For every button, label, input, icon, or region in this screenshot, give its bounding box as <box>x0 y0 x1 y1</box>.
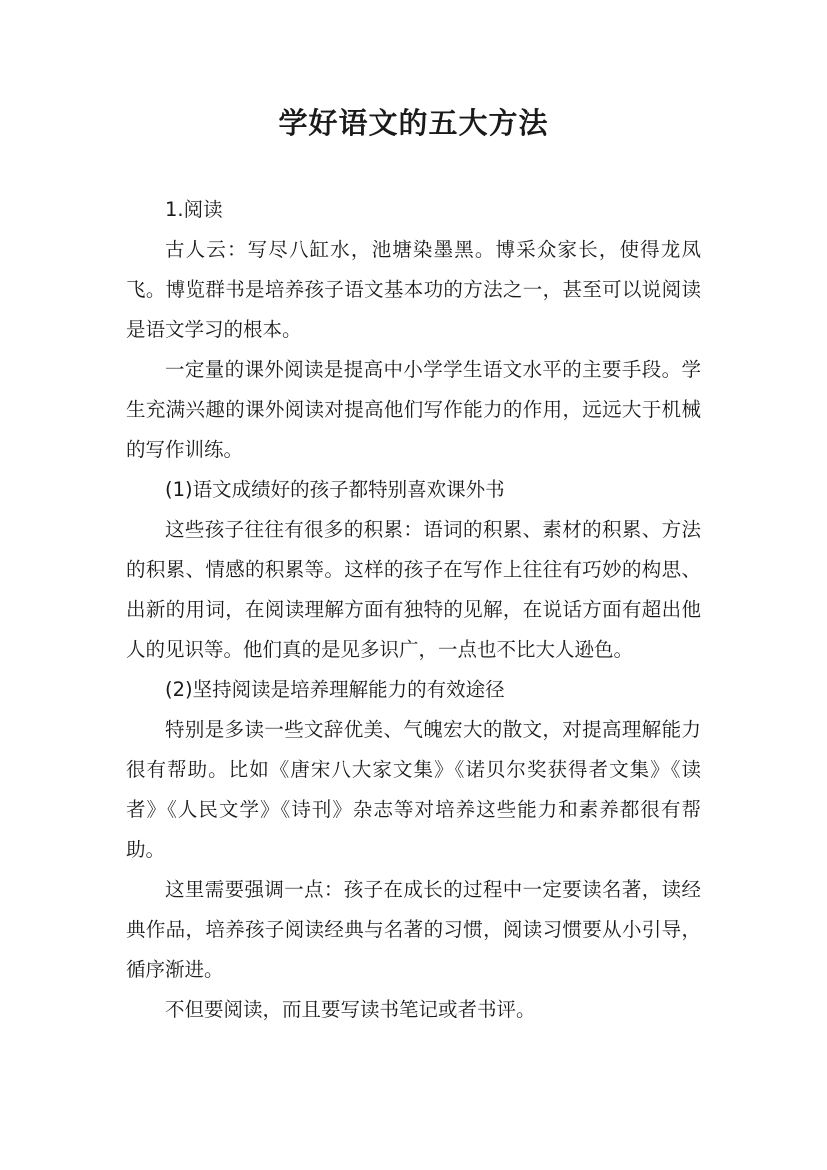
paragraph-essays: 特别是多读一些文辞优美、气魄宏大的散文，对提高理解能力很有帮助。比如《唐宋八大家文集》《诺贝尔奖获得者文集》《读者》《人民文学》《诗刊》杂志等对培养这些能力和素养都很有帮助。 <box>126 718 701 861</box>
paragraph-ancient-saying: 古人云：写尽八缸水，池塘染墨黑。博采众家长，使得龙凤飞。博览群书是培养孩子语文基本功的方法之一，甚至可以说阅读是语文学习的根本。 <box>126 238 701 341</box>
paragraph-accumulation: 这些孩子往往有很多的积累：语词的积累、素材的积累、方法的积累、情感的积累等。这样的孩子在写作上往往有巧妙的构思、出新的用词，在阅读理解方面有独特的见解，在说话方面有超出他人的见识等。他们真的是见多识广，一点也不比大人逊色。 <box>126 518 701 661</box>
subheading-comprehension: (2)坚持阅读是培养理解能力的有效途径 <box>165 678 505 701</box>
paragraph-classics: 这里需要强调一点：孩子在成长的过程中一定要读名著，读经典作品，培养孩子阅读经典与名著的习惯，阅读习惯要从小引导，循序渐进。 <box>126 878 701 981</box>
document-title: 学好语文的五大方法 <box>278 106 549 140</box>
paragraph-extracurricular-reading: 一定量的课外阅读是提高中小学学生语文水平的主要手段。学生充满兴趣的课外阅读对提高他们写作能力的作用，远远大于机械的写作训练。 <box>126 358 701 461</box>
section-heading-reading: 1.阅读 <box>165 198 223 221</box>
paragraph-notes: 不但要阅读，而且要写读书笔记或者书评。 <box>165 998 536 1021</box>
document-body <box>126 190 701 1030</box>
subheading-good-students: (1)语文成绩好的孩子都特别喜欢课外书 <box>165 478 505 501</box>
